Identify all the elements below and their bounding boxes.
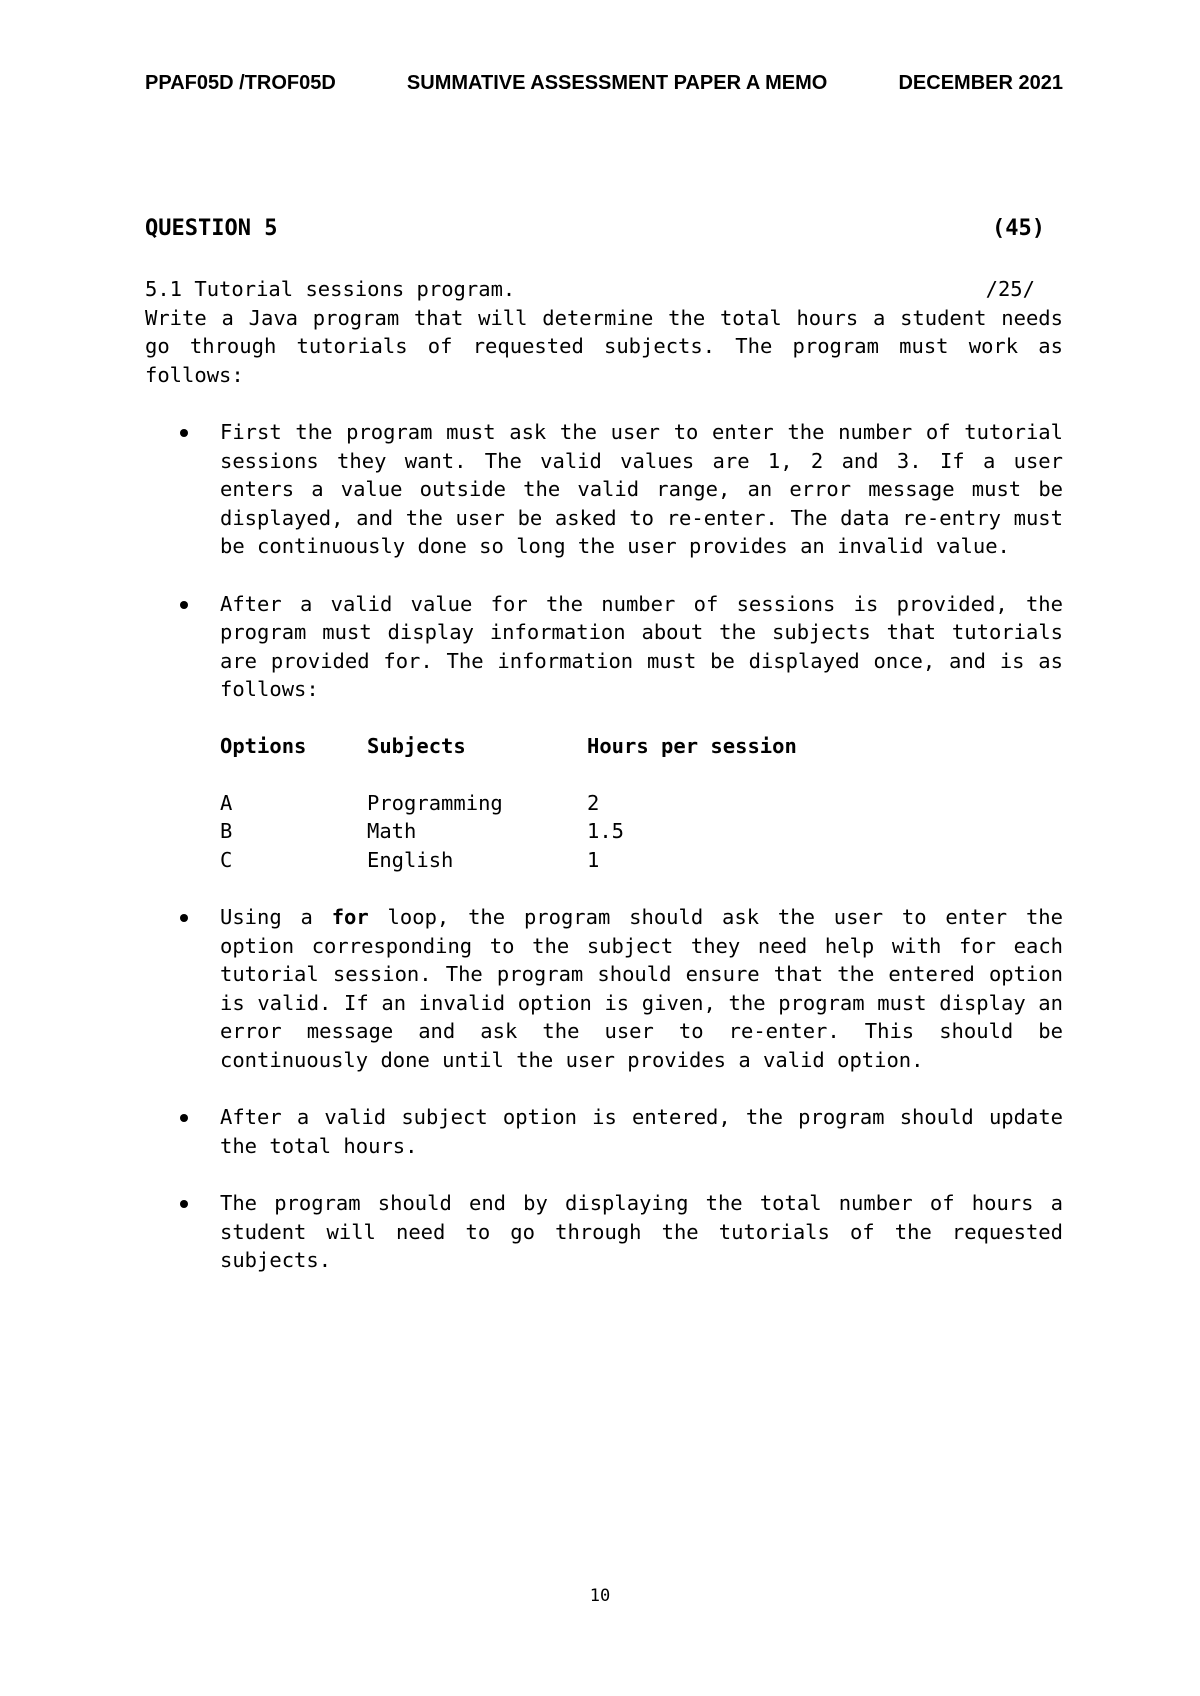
- list-item-text-suffix: loop, the program should ask the user to enter the option corresponding to the subject they need help with for each tutorial session. The program should ensure that the entered option is valid. If an invalid option is given, the program must display an error message and ask the user to re-enter. This should be continuously done until the user provides a valid option.: [220, 905, 1063, 1072]
- hours-cell: 1: [587, 847, 600, 872]
- for-keyword: for: [331, 905, 369, 929]
- list-item-text: After a valid subject option is entered, the program should update the total hours.: [220, 1105, 1063, 1158]
- question-heading: [145, 216, 1045, 241]
- table-row: [220, 817, 887, 846]
- bullet-icon: [180, 601, 188, 609]
- page-header: [145, 72, 1063, 95]
- paper-date: DECEMBER 2021: [898, 72, 1063, 94]
- option-cell: C: [220, 847, 233, 872]
- requirements-list: [145, 418, 1063, 1275]
- subject-cell: Math: [367, 819, 417, 843]
- list-item: [145, 1189, 1063, 1275]
- list-item-text: The program should end by displaying the total number of hours a student will need to go through the tutorials of the requested subjects.: [220, 1191, 1063, 1272]
- table-row: [220, 789, 887, 818]
- list-item-text: After a valid value for the number of sessions is provided, the program must display information about the subjects that tutorials are provided for. The information must be displayed once, and is as follows:: [220, 591, 1063, 701]
- option-cell: A: [220, 790, 233, 815]
- options-table: [220, 732, 887, 875]
- subquestion-label: 5.1 Tutorial sessions program.: [145, 277, 516, 301]
- subquestion-marks: /25/: [985, 277, 1035, 301]
- list-item: [145, 903, 1063, 1074]
- question-content: [145, 275, 1063, 1304]
- bullet-icon: [180, 429, 188, 437]
- bullet-icon: [180, 1200, 188, 1208]
- option-cell: B: [220, 819, 233, 843]
- question-title: QUESTION 5: [145, 216, 278, 241]
- list-item: [145, 1103, 1063, 1160]
- list-item-text-prefix: Using a: [220, 905, 332, 929]
- question-marks: (45): [992, 216, 1045, 241]
- hours-cell: 2: [587, 790, 600, 815]
- bullet-icon: [180, 1114, 188, 1122]
- table-row: [220, 846, 887, 875]
- column-header-options: Options: [220, 733, 307, 758]
- subquestion-intro: Write a Java program that will determine the total hours a student needs go through tutorials of requested subjects. The program must work as follows:: [145, 305, 1063, 387]
- list-item: [145, 590, 1063, 875]
- page-number: 10: [589, 1586, 611, 1606]
- course-code: PPAF05D /TROF05D: [145, 72, 336, 94]
- list-item-text: First the program must ask the user to enter the number of tutorial sessions they want. The valid values are 1, 2 and 3. If a user enters a value outside the valid range, an error message must be displayed, and the user be asked to re-enter. The data re-entry must be continuously done so long the user provides an invalid value.: [220, 420, 1063, 558]
- column-header-subjects: Subjects: [367, 733, 466, 758]
- table-header-row: [220, 732, 887, 789]
- paper-title: SUMMATIVE ASSESSMENT PAPER A MEMO: [406, 72, 828, 94]
- subject-cell: Programming: [367, 790, 503, 815]
- subject-cell: English: [367, 847, 454, 872]
- bullet-icon: [180, 914, 188, 922]
- list-item: [145, 418, 1063, 561]
- hours-cell: 1.5: [587, 819, 625, 843]
- column-header-hours: Hours per session: [587, 733, 797, 758]
- subquestion-heading: [145, 275, 1063, 304]
